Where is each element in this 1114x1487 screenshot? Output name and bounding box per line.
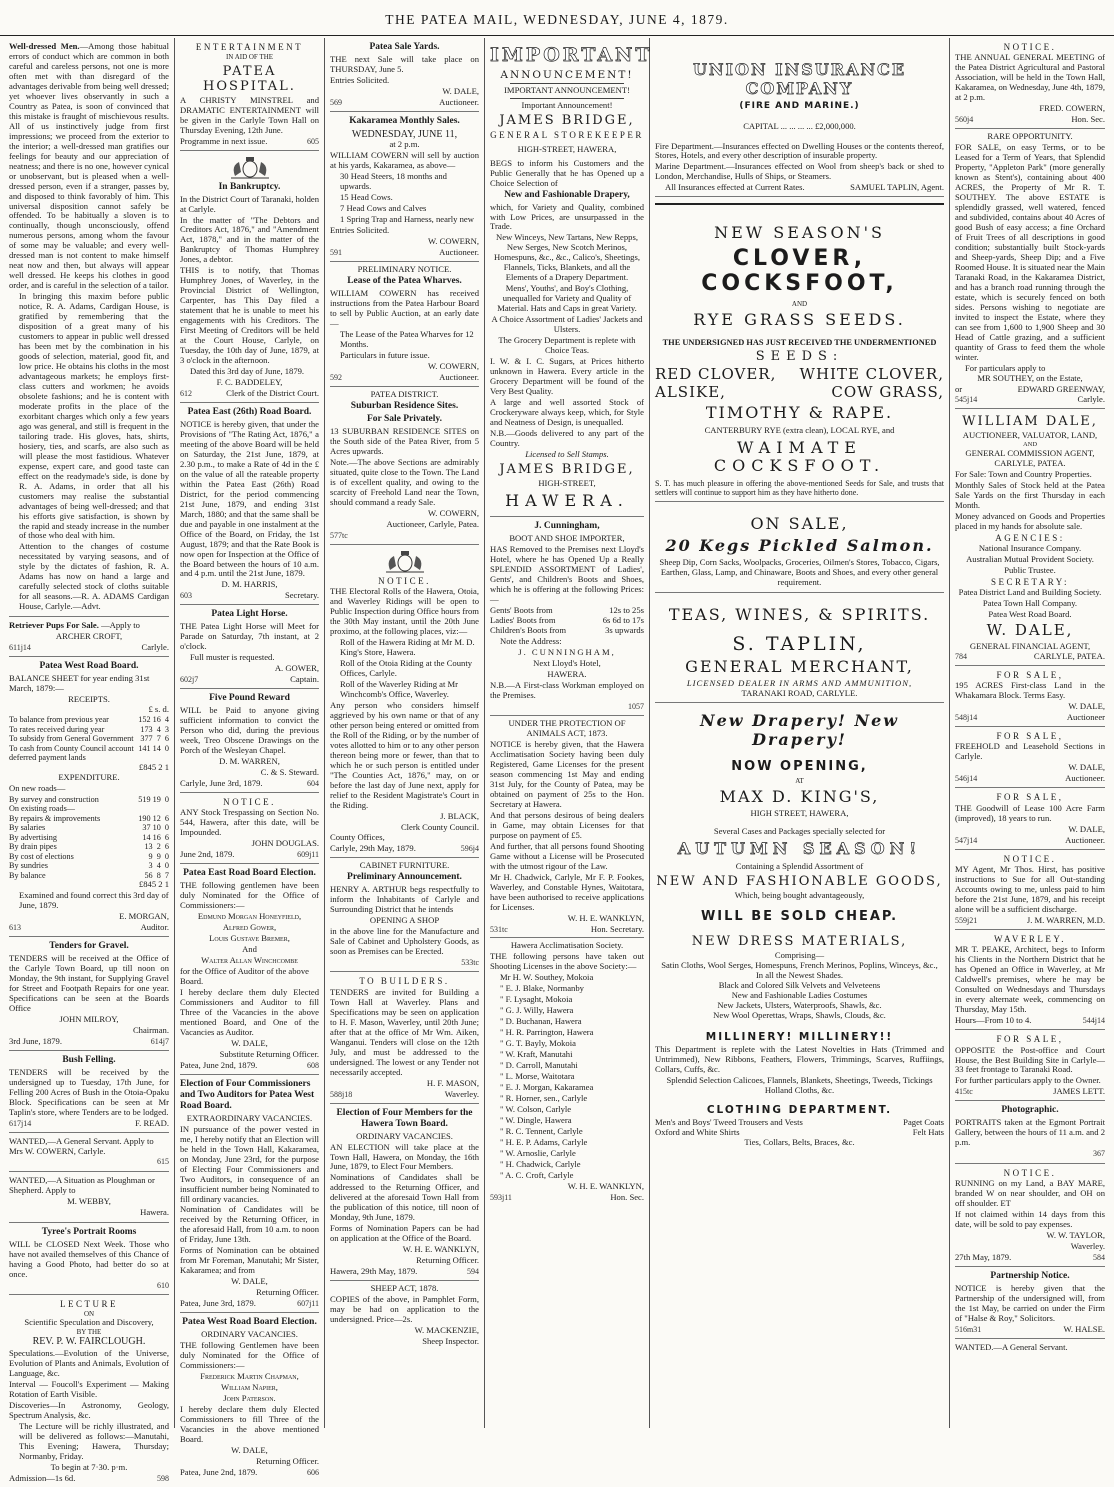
licensee-item: " W. Kraft, Manutahi (500, 1049, 573, 1060)
max-king-drapery-ad: New Drapery! New Drapery! NOW OPENING, AT MAX D. KING'S, HIGH STREET, HAWERA, Several Cases and Packages specially selected for AUTUMN SEASON! Containing a Splendid Assortment of NEW AND FASHIONABLE GOODS, Which, being bought advantageously, WILL BE SOLD CHEAP. NEW DRESS MATERIALS, Comprising— Satin Cloths, Wool Serges, Homespuns, French Merinos, Poplins, Winceys, &c., In all the Newest Shades. Black and Colored Silk Velvets and Velveteens New and Fashionable Ladies Costumes New Jackets, Ulsters, Waterproofs, Shawls, &c. New Wool Operettas, Wraps, Shawls, Clouds, &c. MILLINERY! MILLINERY!! This Department is replete with the Latest Novelties in Hats (Trimmed and Untrimmed), New Ribbons, Feathers, Flowers, Trimmings, Scarves, Ruffiings, Collars, Cuffs, &c. Splendid Selection Calicoes, Flannels, Blankets, Sheetings, Tweeds, Tickings Holland Cloths, &c. CLOTHING DEPARTMENT. Men's and Boys' Tweed Trousers and Vests Paget Coats Oxford and White Shirts Felt Hats Ties, Collars, Belts, Braces, &c. (655, 711, 944, 1147)
sale-yards-ad: Patea Sale Yards. THE next Sale will take place on THURSDAY, June 5. Entries Solicited. W. DALE, 569 Auctioneer. (330, 38, 479, 112)
expenditure-table (9, 795, 169, 881)
licensee-item: " R. C. Tennent, Carlyle (500, 1125, 583, 1136)
account-row (9, 833, 169, 843)
column-3 (325, 38, 485, 1428)
account-amount: 141 14 0 (138, 743, 169, 753)
account-label: By survey and construction (9, 794, 99, 804)
licensee-item: " E. J. Blake, Normanby (500, 983, 584, 994)
rare-opportunity-ad: RARE OPPORTUNITY. FOR SALE, on easy Terms, or to be Leased for a Term of Years, that Splendid Property, "Appleton Park" (more generally known as Stent's), containing about 400 ACRES, the Property of Mr R. T. SOUTHEY. The above ESTATE is splendidly grassed, well watered, fenced and subdivided, contains about 40 Acres of good Bush of easy access; a fine Orchard of Fruit Trees of all descriptions in good condition; substantially built Stock-yards and Sheep-yards, Sheep Dip; and a Five Roomed House. It is situated near the Main Taranaki Road, in the Kakaramea District, and has a branch road running through the estate, which is securely fenced on both sides. Persons wishing to negotiate are invited to inspect the Estate, where they can see from 1,600 to 1,900 Sheep and 30 Head of Cattle grazing, and a sufficient quantity of Grass to feed them the whole winter. For particulars apply to MR SOUTHEY, on the Estate, or EDWARD GREENWAY, 545j14 Carlyle. (955, 129, 1105, 409)
account-label: By cost of elections (9, 851, 74, 861)
column-6 (950, 38, 1110, 1428)
waverley-architect-ad: WAVERLEY. MR T. PEAKE, Architect, begs to Inform his Clients in the Northern District that he has Opened an Office in Waverley, at Mr Caldwell's premises, where he may be Consulted on Wednesdays and Thursdays in every alternate week, commencing on Thursday, May 15th. Hours—From 10 to 4. 544j14 (955, 930, 1105, 1030)
account-label: On existing roads— (9, 804, 75, 814)
licensee-item: " H. E. P. Adams, Carlyle (500, 1136, 588, 1147)
builders-ad: TO BUILDERS. TENDERS are invited for Building a Town Hall at Waverley. Plans and Specifications may be seen on application to H. F. Mason, Waverley, until 20th June; after that at the office of Mr Wm. Aiken, Wanganui. Tenders will close on the 12th July, and must be addressed to the undersigned. The lowest or any Tender not necessarily accepted. H. F. MASON, 588j18 Waverley. (330, 972, 479, 1103)
newspaper-page (4, 38, 1110, 1483)
account-amount: 190 12 6 (138, 813, 169, 823)
well-dressed-title: Well-dressed Men. (9, 41, 80, 51)
licensee-item: " W. Dingle, Hawera (500, 1114, 572, 1125)
masthead: THE PATEA MAIL, WEDNESDAY, JUNE 4, 1879. (0, 0, 1114, 36)
account-row (9, 715, 169, 725)
wharves-lease-ad: PRELIMINARY NOTICE. Lease of the Patea Wharves. WILLIAM COWERN has received instructions from the Patea Harbour Board to sell by Public Auction, at an early date— The Lease of the Patea Wharves for 12 Months. Particulars in future issue. W. COWERN, 592 Auctioneer. (330, 262, 479, 387)
account-label: By salaries (9, 823, 46, 833)
licensee-item: " L. Morse, Waitotara (500, 1071, 575, 1082)
column-2 (175, 38, 325, 1477)
account-amount: 9 9 0 (148, 851, 169, 861)
account-row (9, 823, 169, 833)
seed-row: RED CLOVER, WHITE CLOVER, (655, 365, 944, 384)
warren-notice: NOTICE. MY Agent, Mr Thos. Hirst, has positive instructions to Sue for all Out-standing Accounts owing to me, unless paid to him before the 21st June, 1879, and his receipt alone will be a sufficient discharge. 559j21 J. M. WARREN, M.D. (955, 850, 1105, 930)
taplin-ad: TEAS, WINES, & SPIRITS. S. TAPLIN, GENERAL MERCHANT, LICENSED DEALER IN ARMS AND AMMUNITION, TARANAKI ROAD, CARLYLE. (655, 593, 944, 703)
west-election-ad: Patea West Road Board Election. ORDINARY VACANCIES. THE following Gentlemen have been duly Nominated for the Office of Commissioners:— Frederick Martin Chapman, William Napier, John Paterson. I hereby declare them duly Elected Commissioners to fill Three of the Vacancies in the above mentioned Board. W. DALE, Returning Officer. Patea, June 2nd, 1879. 606 (180, 1317, 319, 1477)
account-label: By sundries (9, 861, 48, 871)
account-amount: 13 2 6 (144, 842, 169, 852)
entertainment-ad: ENTERTAINMENT IN AID OF THE PATEA HOSPITAL. A CHRISTY MINSTREL and DRAMATIC ENTERTAINMENT will be given in the Carlyle Town Hall on Thursday Evening, 12th June. Programme in next issue. 605 (180, 38, 319, 151)
licensee-item: Mr H. W. Southey, Mokoia (500, 972, 594, 983)
account-amount: 37 10 0 (142, 823, 169, 833)
price-row: Ladies' Boots from 6s 6d to 17s (490, 615, 644, 626)
licensee-item: " D. Buchanan, Hawera (500, 1016, 582, 1027)
kakaramea-sales-ad: Kakaramea Monthly Sales. WEDNESDAY, JUNE 11, at 2 p.m. WILLIAM COWERN will sell by auction at his yards, Kakaramea, as above— 30 Head Steers, 18 months and upwards. 15 Head Cows. 7 Head Cows and Calves 1 Spring Trap and Harness, nearly new Entries Solicited. W. COWERN, 591 Auctioneer. (330, 112, 479, 262)
licensee-item: " A. C. Croft, Carlyle (500, 1169, 574, 1180)
bankruptcy-ad: In Bankruptcy. In the District Court of Taranaki, holden at Carlyle. In the matter of "The Debtors and Creditors Act, 1876," and "Amendment Act, 1878," and in the matter of the Bankruptcy of Thomas Humphrey Jones, a debtor. THIS is to notify, that Thomas Humphrey Jones, of Waverley, in the Provincial District of Wellington, Carpenter, has This Day filed a statement that he is unable to meet his engagements with his Creditors. The First Meeting of Creditors will be held at the Court House, Carlyle, on Tuesday, the 10th day of June, 1879, at 3 o'clock in the afternoon. Dated this 3rd day of June, 1879. F. C. BADDELEY, 612 Clerk of the District Court. (180, 151, 319, 403)
account-label: To balance from previous year (9, 715, 109, 725)
patea-east-ad: Patea East (26th) Road Board. NOTICE is hereby given, that under the Provisions of "The Rating Act, 1876," a meeting of the above Board will be held on Saturday, the 21st June, 1879, at 2.30 p.m., to make a Rate of 4d in the £ on the value of all the rateable property within the Patea East (26th) Road District, for the period commencing 21st June, 1879, and ending 31st March, 1880; and that the same shall be due and payable in one instalment at the Office of the Board, on Friday, the 1st August, 1879; and that the Rate Book is now open for Inspection at the Office of the Board between the hours of 10 a.m. and 4 p.m. until the 21st June, 1879. D. M. HARRIS, 603 Secretary. (180, 403, 319, 605)
account-label: To cash from County Council account deferred payment lands (9, 743, 134, 763)
account-row (9, 744, 169, 763)
account-row (9, 842, 169, 852)
cunningham-ad: J. Cunningham, BOOT AND SHOE IMPORTER, HAS Removed to the Premises next Lloyd's Hotel, where he has Opened Up a Really SPLENDID ASSORTMENT of Ladies', Gents', and Children's Boots and Shoes, which he is offering at the following Prices:— Gents' Boots from 12s to 25s Ladies' Boots from 6s 6d to 17s Children's Boots from 3s upwards Note the Address: J. CUNNINGHAM, Next Lloyd's Hotel, HAWERA. N.B.—A First-class Workman employed on the Premises. 1057 (490, 517, 644, 716)
agm-notice: NOTICE. THE ANNUAL GENERAL MEETING of the Patea District Agricultural and Pastoral Association, will be held in the Town Hall, Kakaramea, on Wednesday, June 4th, 1879, at 2 p.m. FRED. COWERN, 560j4 Hon. Sec. (955, 38, 1105, 129)
account-label: By drain pipes (9, 842, 57, 852)
for-sale-land-ad: FOR SALE, 195 ACRES First-class Land in the Whakamara Block. Terms Easy. W. DALE, 548j14 Auctioneer (955, 666, 1105, 727)
partnership-notice: Partnership Notice. NOTICE is hereby given that the Partnership of the undersigned will, from the 1st May, be carried on under the Firm of "Halse & Roy," Solicitors. 516m31 W. HALSE. (955, 1267, 1105, 1339)
licensee-item: " W. Arnoslie, Carlyle (500, 1147, 576, 1158)
royal-crest-icon (382, 550, 428, 574)
suburban-sites-ad: PATEA DISTRICT. Suburban Residence Sites. For Sale Privately. 13 SUBURBAN RESIDENCE SITES on the South side of the Patea River, from 5 Acres upwards. Note.—The above Sections are admirably situated, quite close to the Town. The Land is of excellent quality, and owing to the scarcity of Freehold Land near the Town, should command a ready Sale. W. COWERN, Auctioneer, Carlyle, Patea. 577tc (330, 387, 479, 545)
royal-crest-icon (227, 156, 273, 180)
receipts-table (9, 715, 169, 763)
account-amount (129, 804, 169, 814)
west-four-election-ad: Election of Four Commissioners and Two Auditors for Patea West Road Board. EXTRAORDINARY VACANCIES. IN pursuance of the power vested in me, I hereby notify that an Election will be held in the Town Hall, Kakaramea, on Monday, June 23rd, for the purpose of Electing Four Commissioners and Two Auditors, in consequence of an insufficient number being Nominated to fill ordinary vacancies. Nomination of Candidates will be received by the Returning Officer, in the aforesaid Hall, from 10 a.m. to noon of Friday, June 13th. Forms of Nomination can be obtained from Mr Foreman, Manutahi; Mr Sister, Kakaramea; and from W. DALE, Returning Officer. Patea, June 3rd, 1879. 607j11 (180, 1075, 319, 1313)
stray-mare-notice: NOTICE. RUNNING on my Land, a BAY MARE, branded W on near shoulder, and OH on off shoulder. ET If not claimed within 14 days from this date, will be sold to pay expenses. W. W. TAYLOR, Waverley. 27th May, 1879. 584 (955, 1164, 1105, 1267)
cabinet-furniture-ad: CABINET FURNITURE. Preliminary Announcement. HENRY A. ARTHUR begs respectfully to inform the Inhabitants of Carlyle and Surrounding District that he intends OPENING A SHOP in the above line for the Manufacture and Sale of Cabinet and Upholstery Goods, as soon as Premises can be Erected. 533tc (330, 858, 479, 972)
licensee-item: " F. Lysaght, Mokoia (500, 994, 573, 1005)
price-row: Children's Boots from 3s upwards (490, 625, 644, 636)
lecture-ad: LECTURE ON Scientific Speculation and Discovery, BY THE REV. P. W. FAIRCLOUGH. Speculations.—Evolution of the Universe, Evolution of Plants and Animals, Evolution of Language, &c. Interval — Foucoll's Experiment — Making Rotation of Earth Visible. Discoveries—In Astronomy, Geology, Spectrum Analysis, &c. The Lecture will be richly illustrated, and will be delivered as follows:—Manutahi, This Evening; Hawera, Thursday; Normanby, Friday. To begin at 7·30. p·m. Admission—1s 6d. 598 (9, 1298, 169, 1483)
column-1 (4, 38, 175, 1483)
reward-ad: Five Pound Reward WILL be Paid to anyone giving sufficient information to convict the Person who did, during the previous week, Treo Obscene Drawings on the Porch of the Wesleyan Chapel. D. M. WARREN, C. & S. Steward. Carlyle, June 3rd, 1879. 604 (180, 689, 319, 793)
licensee-item: " G. J. Willy, Hawera (500, 1005, 574, 1016)
road-board-balance-sheet: Patea West Road Board. BALANCE SHEET for year ending 31st March, 1879:— RECEIPTS. £ s. d. To balance from previous year 152 16 4 To rates received during year 173 4 3 To subsidy from General Government 377 7 6 To cash from County Council account deferred payment lands 141 14 0 £845 2 1 EXPENDITURE. On new roads— By survey and construction 519 19 0 On existing roads— By repairs & improvements 190 12 6 By salaries 37 10 0 By advertising 14 16 6 By drain pipes 13 2 6 By cost of elections 9 9 0 By sundries 3 4 0 By balance 56 8 7 £845 2 1 Examined and found correct this 3rd day of June, 1879. E. MORGAN, 613 Auditor. (9, 657, 169, 937)
licensee-item: " E. J. Morgan, Kakaramea (500, 1082, 594, 1093)
licensee-item: " R. Horner, sen., Carlyle (500, 1093, 588, 1104)
column-5 (650, 38, 950, 1428)
account-label: By balance (9, 870, 46, 880)
licensee-list (490, 973, 644, 1180)
animals-act-ad: UNDER THE PROTECTION OF ANIMALS ACT, 1873. NOTICE is hereby given, that the Hawera Acclimatisation Society having been duly Registered, Game Licenses for the present season commencing 1st May and ending 31st July, for the County of Patea, may be obtained on payment of 25s to the Hon. Secretary at Hawera. And that persons desirous of being dealers in Game, may obtain Licenses for that purpose on payment of £5. And further, that all persons found Shooting Game without a License will be Prosecuted with the utmost rigour of the Law. Mr H. Chadwick, Carlyle, Mr F. P. Fookes, Waverley, and Constable Hynes, Waitotara, have been authorised to receive applications for Licenses. W. H. E. WANKLYN, 531tc Hon. Secretary. (490, 716, 644, 938)
william-dale-ad: WILLIAM DALE, AUCTIONEER, VALUATOR, LAND, AND GENERAL COMMISSION AGENT, CARLYLE, PATEA. For Sale: Town and Country Properties. Monthly Sales of Stock held at the Patea Sale Yards on the first Thursday in each Month. Money advanced on Goods and Properties placed in my hands for absolute sale. AGENCIES: National Insurance Company. Australian Mutual Provident Society. Public Trustee. SECRETARY: Patea District Land and Building Society. Patea Town Hall Company. Patea West Road Board. W. DALE, GENERAL FINANCIAL AGENT, 784 CARLYLE, PATEA. (955, 409, 1105, 665)
acclimatisation-ad: Hawera Acclimatisation Society. THE following persons have taken out Shooting Licenses in the above Society:— Mr H. W. Southey, Mokoia " E. J. Blake, Normanby " F. Lysaght, Mokoia " G. J. Willy, Hawera " D. Buchanan, Hawera " H. R. Parrington, Hawera " G. T. Bayly, Mokoia " W. Kraft, Manutahi " D. Carroll, Manutahi " L. Morse, Waitotara " E. J. Morgan, Kakaramea " R. Horner, sen., Carlyle " W. Colson, Carlyle " W. Dingle, Hawera " R. C. Tennent, Carlyle " H. E. P. Adams, Carlyle " W. Arnoslie, Carlyle " H. Chadwick, Carlyle " A. C. Croft, Carlyle W. H. E. WANKLYN, 593j11 Hon. Sec. (490, 940, 644, 1202)
photographic-ad: Photographic. PORTRAITS taken at the Egmont Portrait Gallery, between the hours of 11 a.m. and 2 p.m. 367 (955, 1101, 1105, 1163)
account-row (9, 795, 169, 805)
hawera-board-election-ad: Election of Four Members for the Hawera Town Board. ORDINARY VACANCIES. AN ELECTION will take place at the Town Hall, Hawera, on Monday, the 16th June, 1879, to Elect Four Members. Nominations of Candidates shall be addressed to the Returning Officer, and delivered at the aforesaid Town Hall from the publication of this notice, till noon of Monday, 9th June, 1879. Forms of Nomination Papers can be had on application at the Office of the Board. W. H. E. WANKLYN, Returning Officer. Hawera, 29th May, 1879. 594 (330, 1104, 479, 1282)
wanted-servant-ad-2: WANTED.—A General Servant. (955, 1341, 1068, 1352)
for-sale-building-site-ad: FOR SALE, OPPOSITE the Post-office and Court House, the Best Building Site in Carlyle—33 feet frontage to Taranaki Road. For further particulars apply to the Owner. 415tc JAMES LETT. (955, 1030, 1105, 1101)
account-amount: 173 4 3 (140, 724, 169, 734)
tyree-portrait-ad: Tyree's Portrait Rooms WILL be CLOSED Next Week. Those who have not availed themselves of this Chance of having a Good Photo, had better do so at once. 610 (9, 1223, 169, 1295)
for-sale-sections-ad: FOR SALE, FREEHOLD and Leasehold Sections in Carlyle. W. DALE, 546j14 Auctioneer. (955, 727, 1105, 788)
tenders-gravel-ad: Tenders for Gravel. TENDERS will be received at the Office of the Carlyle Town Board, up till noon on Monday, the 9th instant, for Supplying Gravel for Street and Footpath Repairs for one year. Specifications can be seen at the Boards Office JOHN MILROY, Chairman. 3rd June, 1879. 614j7 (9, 937, 169, 1051)
salmon-ad: ON SALE, 20 Kegs Pickled Salmon. Sheep Dip, Corn Sacks, Woolpacks, Groceries, Oilmen's Stores, Tobacco, Cigars, Earthen, Glass, Lamp, and Chinaware, Boots and Shoes, and every other general requirement. (655, 502, 944, 593)
account-row (9, 861, 169, 871)
light-horse-ad: Patea Light Horse. THE Patea Light Horse will Meet for Parade on Saturday, 7th instant, at 2 o'clock. Full muster is requested. A. GOWER, 602j7 Captain. (180, 605, 319, 689)
column-4 (485, 38, 653, 1428)
union-insurance-ad: UNION INSURANCE COMPANY (FIRE AND MARINE.) CAPITAL ... ... ... ... £2,000,000. Fire Department.—Insurances effected on Dwelling Houses or the contents thereof, Stores, Hotels, and every other description of insurable property. Marine Department.—Insurances effected on Wool from sheep's back or shed to London, Merchandise, Hulls of Ships, or Steamers. All Insurances effected at Current Rates. SAMUEL TAPLIN, Agent. (655, 38, 944, 197)
account-amount: 14 16 6 (142, 832, 169, 842)
sheep-act-ad: SHEEP ACT, 1878. COPIES of the above, in Pamphlet Form, may be had on application to the undersigned. Price—2s. W. MACKENZIE, Sheep Inspector. (330, 1283, 479, 1346)
wanted-situation-ad: WANTED,—A Situation as Ploughman or Shepherd. Apply to M. WEBBY, Hawera. (9, 1172, 169, 1223)
account-amount: 3 4 0 (148, 861, 169, 871)
account-row (9, 814, 169, 824)
price-row: Gents' Boots from 12s to 25s (490, 605, 644, 616)
for-sale-goodwill-ad: FOR SALE, THE Goodwill of Lease 100 Acre Farm (improved), 18 years to run. W. DALE, 547j14 Auctioneer. (955, 788, 1105, 849)
account-amount: 152 16 4 (138, 715, 169, 725)
retriever-ad: Retriever Pups For Sale. —Apply to ARCHER CROFT, 611j14 Carlyle. (9, 617, 169, 657)
bush-felling-ad: Bush Felling. TENDERS will be received by the undersigned up to Tuesday, 17th June, for Felling 200 Acres of Bush in the Otoia-Opaku Block. Specifications can be seen at Mr Taplin's store, where Tenders are to be lodged. 617j14 F. READ. (9, 1051, 169, 1133)
licensee-item: " H. R. Parrington, Hawera (500, 1027, 594, 1038)
account-row (9, 734, 169, 744)
account-row (9, 852, 169, 862)
stock-notice-ad: NOTICE. ANY Stock Trespassing on Section No. 544, Hawera, after this date, will be Impounded. JOHN DOUGLAS. June 2nd, 1879. 609j11 (180, 793, 319, 864)
account-label: To rates received during year (9, 724, 105, 734)
wanted-servant-ad: WANTED,—A General Servant. Apply to Mrs W. COWERN, Carlyle. 615 (9, 1133, 169, 1172)
account-amount: 519 19 0 (138, 794, 169, 804)
account-row (9, 725, 169, 735)
licensee-item: " H. Chadwick, Carlyle (500, 1158, 581, 1169)
electoral-rolls-notice: NOTICE. THE Electoral Rolls of the Hawera, Otoia, and Waverley Ridings will be open to Public Inspection during Office hours from the 30th May instant, until the 20th June proximo, at the following places, viz:— Roll of the Hawera Riding at Mr M. D. King's Store, Hawera. Roll of the Otoia Riding at the County Offices, Carlyle. Roll of the Waverley Riding at Mr Winchcomb's Office, Waverley. Any person who considers himself aggrieved by his own name or that of any other person being entered or omitted from the Roll of the Riding, or by the number of votes allotted to him or to any other person thereon being more or fewer, than that to which he or such person is entitled under "The Counties Act, 1876," may, on or before the last day of June next, apply for relief to the Resident Magistrate's Court in the Riding. J. BLACK, Clerk County Council. County Offices, Carlyle, 29th May, 1879. 596j4 (330, 545, 479, 859)
road-board-title: Patea West Road Board. (39, 661, 139, 672)
account-row (9, 804, 169, 814)
licensee-item: " D. Carroll, Manutahi (500, 1060, 578, 1071)
licensee-item: " W. Colson, Carlyle (500, 1104, 572, 1115)
account-label: By advertising (9, 832, 57, 842)
seeds-ad: NEW SEASON'S CLOVER, COCKSFOOT, AND RYE GRASS SEEDS. THE UNDERSIGNED HAS JUST RECEIVED THE UNDERMENTIONED SEEDS: RED CLOVER, WHITE CLOVER, ALSIKE, COW GRASS, TIMOTHY & RAPE. CANTERBURY RYE (extra clean), LOCAL RYE, and WAIMATE COCKSFOOT. S. T. has much pleasure in offering the above-mentioned Seeds for Sale, and trusts that settlers will continue to support him as they have hitherto done. (655, 207, 944, 502)
account-amount: 56 8 7 (144, 870, 169, 880)
james-bridge-ad: IMPORTANT ANNOUNCEMENT! IMPORTANT ANNOUNCEMENT! Important Announcement! JAMES BRIDGE, GENERAL STOREKEEPER HIGH-STREET, HAWERA, BEGS to inform his Customers and the Public Generally that he has Opened up a Choice Selection of New and Fashionable Drapery, which, for Variety and Quality, combined with Low Prices, are unsurpassed in the Trade. New Winceys, New Tartans, New Repps, New Serges, New Scotch Merinos, Homespuns, &c., &c., Calico's, Sheetings, Flannels, Ticks, Blankets, and all the Elements of a Drapery Department. Mens', Youths', and Boy's Clothing, unequalled for Variety and Quality of Material. Hats and Caps in great Variety. A Choice Assortment of Ladies' Jackets and Ulsters. The Grocery Department is replete with Choice Teas. I. W. & I. C. Sugars, at Prices hitherto unknown in Hawera. Every article in the Grocery Department will be found of the Very Best Quality. A large and well assorted Stock of Crockeryware always keep, which, for Style and Neatness of Design, is unequalled. N.B.—Goods delivered to any part of the Country. Licensed to Sell Stamps. JAMES BRIDGE, HIGH-STREET, HAWERA. (490, 38, 644, 517)
licensee-item: " G. T. Bayly, Mokoia (500, 1038, 576, 1049)
account-label: By repairs & improvements (9, 813, 101, 823)
well-dressed-article: Well-dressed Men.—Among those habitual errors of conduct which are common in both careful and careless persons, not one is more often met with than disregard of the advantages derivable from being well dressed; yet whoever lives observantly in such a Country as Patea, is soon of convinced that this mistake is fraught of mischievous results. All of us instinctively judge from first impressions; we proceed from the exterior to the interior; a well-dressed man gratifies our feelings for beauty and our appreciation of neatness; and there is no one, however cynical or unobservant, but is pleased when a well-dressed person, even if a stranger, passes by, and disposed to think favorably of him. This universal disposition cannot safely be offended. To be habitually a sloven is to continually, though unconsciously, offend numerous persons, among whom the favour of some may be valuable; and every well-dressed man is not content to make himself neat now and then, but always will appear well dressed. He keeps his clothes in good order, and is careful in the selection of a tailor. In bringing this maxim before public notice, R. A. Adams, Cardigan House, is gratified by remembering that the disposition of a great many of his customers to appear in public well dressed has been met by the combination in his goods of selection, material, good fit, and low price. He obtains his cloths in the most advantageous markets; he employs first-class cutters and workmen; he avoids obsolete fashions; and he is content with moderate profits in the place of the exorbitant charges which only a few years ago was general, and still is frequent in the tailoring trade. His gloves, hats, shirts, hosiery, ties, and scarfs, are also such as will please the most fastidious. Whatever expense, expert care, and good taste can effect on the readymade's side, is done by R. A. Adams, in order that all his customers may realise the substantial advantages of being well-dressed; and that his efforts give satisfaction, is shown by the rapid and steady increase in the number of those who deal with him. Attention to the changes of costume necessitated by varying seasons, and of style by the dictates of fashion, R. A. Adams has now on hand a large and carefully selected stock of cloths suitable for all seasons.—R. A. ADAMS Cardigan House, Carlyle.—Advt. (9, 38, 169, 617)
east-election-ad: Patea East Road Board Election. THE following gentlemen have been duly Nominated for the Office of Commissioners:— Edmund Morgan Honeyfield, Alfred Gower, Louis Gustave Bremer, And Walter Allan Winchcombe for the Office of Auditor of the above Board. I hereby declare them duly Elected Commissioners and Auditor to fill Three of the Vacancies in the above mentioned Board, and One of the Vacancies as Auditor. W. DALE, Substitute Returning Officer. Patea, June 2nd, 1879. 608 (180, 864, 319, 1074)
account-amount: 377 7 6 (140, 734, 169, 744)
account-label: To subsidy from General Government (9, 734, 134, 744)
seed-row: ALSIKE, COW GRASS, (655, 382, 944, 401)
